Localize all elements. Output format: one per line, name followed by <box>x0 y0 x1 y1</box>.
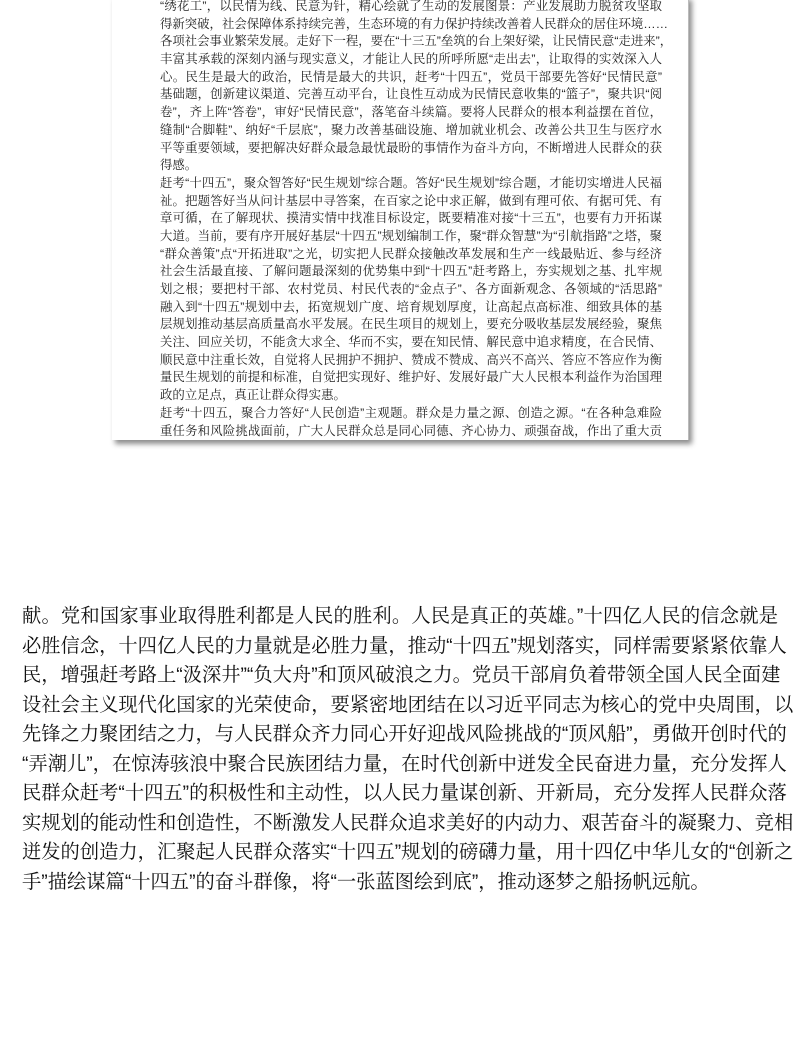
text-line: “群众善策”点“开拓进取”之光，切实把人民群众接触改革发展和生产一线最贴近、参与经济 <box>160 246 662 261</box>
text-line: 融入到“十四五”规划中去，拓宽规划广度、培育规划厚度，让高起点高标准、细致具体的基 <box>160 299 662 314</box>
text-line: 迸发的创造力，汇聚起人民群众落实“十四五”规划的磅礴力量，用十四亿中华儿女的“创新之 <box>22 842 794 863</box>
text-line: 心。民生是最大的政治，民情是最大的共识，赶考“十四五”，党员干部要先答好“民情民意” <box>160 69 662 84</box>
text-line: 平等重要领域，要把解决好群众最急最忧最盼的事情作为奋斗方向，不断增进人民群众的获 <box>160 140 662 155</box>
text-line: 先锋之力聚团结之力，与人民群众齐力同心开好迎战风险挑战的“顶风船”，勇做开创时代的 <box>22 724 787 745</box>
text-line: “弄潮儿”，在惊涛骇浪中聚合民族团结力量，在时代创新中迸发全民奋进力量，充分发挥人 <box>22 753 787 775</box>
text-line: 卷”，齐上阵“答卷”，审好“民情民意”，落笔奋斗续篇。要将人民群众的根本利益摆在首位， <box>160 105 662 120</box>
text-line: 基础题，创新建议渠道、完善互动平台，让良性互动成为民情民意收集的“篮子”，聚共识“阅 <box>160 87 662 102</box>
text-line: 必胜信念，十四亿人民的力量就是必胜力量，推动“十四五”规划落实，同样需要紧紧依靠人 <box>22 635 787 657</box>
text-line: 得感。 <box>160 158 198 173</box>
text-line: 层规划推动基层高质量高水平发展。在民生项目的规划上，要充分吸收基层发展经验，聚焦 <box>160 317 662 332</box>
text-line: 社会生活最直接、了解问题最深刻的优势集中到“十四五”赶考路上，夯实规划之基、扎牢规 <box>160 264 662 279</box>
text-line: 得新突破，社会保障体系持续完善，生态环境的有力保护持续改善着人民群众的居住环境…… <box>160 16 669 31</box>
text-line: 重任务和风险挑战面前，广大人民群众总是同心同德、齐心协力、顽强奋战，作出了重大贡 <box>160 423 662 438</box>
text-line: 设社会主义现代化国家的光荣使命，要紧密地团结在以习近平同志为核心的党中央周围，以 <box>22 694 794 716</box>
text-line: 章可循，在了解现状、摸清实情中找准目标设定，既要精准对接“十三五”，也要有力开拓谋 <box>160 211 662 226</box>
text-line: 祉。把题答好当从问计基层中寻答案，在百家之论中求正解，做到有理可依、有据可凭、有 <box>160 193 662 208</box>
document-page-preview <box>112 0 689 440</box>
text-line: 关注、回应关切，不能贪大求全、华而不实，要在知民情、解民意中追求精度，在合民情、 <box>160 335 662 350</box>
text-line: “绣花工”，以民情为线、民意为针，精心绘就了生动的发展图景：产业发展助力脱贫攻坚取 <box>160 0 662 13</box>
body-text-block <box>22 602 794 897</box>
text-line: 量民生规划的前提和标准，自觉把实现好、维护好、发展好最广大人民根本利益作为治国理 <box>160 370 662 385</box>
text-line: 手”描绘谋篇“十四五”的奋斗群像，将“一张蓝图绘到底”，推动逐梦之船扬帆远航。 <box>22 871 710 893</box>
text-line: 缝制“合脚鞋”、纳好“千层底”，聚力改善基础设施、增加就业机会、改善公共卫生与医疗水 <box>160 122 662 137</box>
text-line: 民，增强赶考路上“汲深井”“负大舟”和顶风破浪之力。党员干部肩负着带领全国人民全面建 <box>22 665 781 686</box>
page-text-block <box>160 0 673 440</box>
text-line: 民群众赶考“十四五”的积极性和主动性，以人民力量谋创新、开新局，充分发挥人民群众落 <box>22 783 787 804</box>
text-line: 赶考“十四五”，聚众智答好“民生规划”综合题。答好“民生规划”综合题，才能切实增进人民福 <box>160 175 662 190</box>
text-line: 大道。当前，要有序开展好基层“十四五”规划编制工作，聚“群众智慧”为“引航指路”之塔，聚 <box>160 228 662 243</box>
text-line: 顺民意中注重长效，自觉将人民拥护不拥护、赞成不赞成、高兴不高兴、答应不答应作为衡 <box>160 352 662 367</box>
text-line: 政的立足点，真正让群众得实惠。 <box>160 388 346 403</box>
text-line: 各项社会事业繁荣发展。走好下一程，要在“十三五”垒筑的台上架好梁，让民情民意“走进来”， <box>160 34 673 49</box>
text-line: 划之根；要把村干部、农村党员、村民代表的“金点子”、各方面新观念、各领域的“活思路” <box>160 282 662 296</box>
text-line: 赶考“十四五，聚合力答好“人民创造”主观题。群众是力量之源、创造之源。“在各种急难险 <box>160 405 662 420</box>
text-line: 献。党和国家事业取得胜利都是人民的胜利。人民是真正的英雄。”十四亿人民的信念就是 <box>22 606 778 627</box>
text-line: 丰富其承载的深刻内涵与现实意义，才能让人民的所呼所愿“走出去”，让取得的实效深入人 <box>160 52 662 67</box>
text-line: 实规划的能动性和创造性，不断激发人民群众追求美好的内动力、艰苦奋斗的凝聚力、竞相 <box>22 812 794 834</box>
